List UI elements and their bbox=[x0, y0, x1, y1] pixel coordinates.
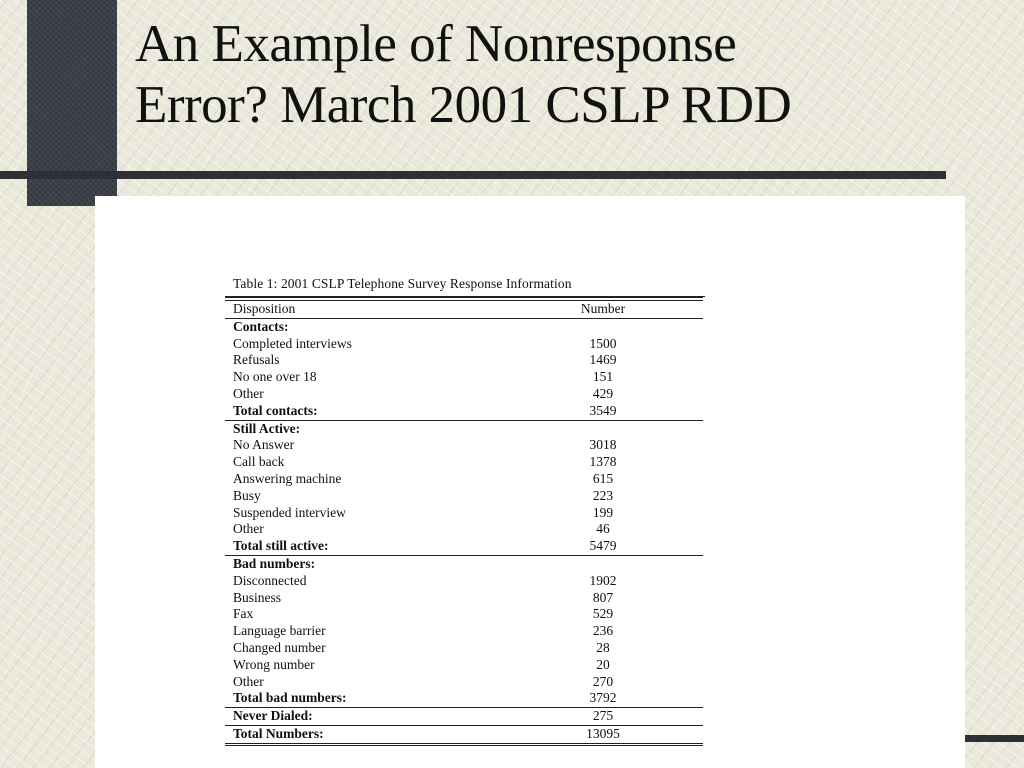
number-cell: 236 bbox=[592, 623, 614, 639]
disposition-cell: Language barrier bbox=[233, 623, 326, 639]
number-cell: 3792 bbox=[503, 690, 703, 707]
number-cell: 429 bbox=[592, 385, 614, 401]
table-body bbox=[225, 318, 703, 744]
number-cell: 529 bbox=[592, 606, 614, 622]
slide-title-line-2: Error? March 2001 CSLP RDD bbox=[135, 76, 792, 134]
table-row bbox=[225, 573, 703, 590]
table-caption: Table 1: 2001 CSLP Telephone Survey Response Information bbox=[233, 276, 572, 291]
number-cell: 199 bbox=[592, 504, 614, 520]
total-row bbox=[225, 708, 703, 726]
footer-accent-rule bbox=[965, 735, 1024, 742]
disposition-cell: Total Numbers: bbox=[225, 725, 503, 744]
disposition-cell: Business bbox=[233, 589, 282, 605]
disposition-cell: No Answer bbox=[233, 437, 295, 453]
table-row bbox=[225, 454, 703, 471]
disposition-cell: Total contacts: bbox=[225, 403, 503, 420]
disposition-cell: Refusals bbox=[233, 352, 280, 368]
disposition-table bbox=[225, 300, 703, 746]
disposition-cell: Wrong number bbox=[233, 656, 315, 672]
disposition-cell: Fax bbox=[233, 606, 254, 622]
disposition-cell: Call back bbox=[233, 454, 285, 470]
disposition-cell: Busy bbox=[233, 487, 261, 503]
table-row bbox=[225, 352, 703, 369]
table-header-row bbox=[225, 301, 703, 319]
table-row bbox=[225, 369, 703, 386]
disposition-cell: Suspended interview bbox=[233, 504, 346, 520]
table-row bbox=[225, 640, 703, 657]
disposition-cell: Never Dialed: bbox=[225, 708, 503, 726]
disposition-cell: Total bad numbers: bbox=[225, 690, 503, 707]
disposition-cell: Other bbox=[233, 385, 264, 401]
table-row bbox=[225, 606, 703, 623]
number-cell: 1378 bbox=[589, 454, 617, 470]
table-row bbox=[225, 623, 703, 640]
number-cell: 1902 bbox=[589, 572, 617, 588]
table-row bbox=[225, 437, 703, 454]
table-row bbox=[225, 336, 703, 353]
number-cell: 275 bbox=[503, 708, 703, 726]
table-row bbox=[225, 590, 703, 607]
header-disposition: Disposition bbox=[225, 301, 503, 319]
header-number: Number bbox=[503, 301, 703, 319]
table-row bbox=[225, 488, 703, 505]
number-cell bbox=[503, 555, 703, 572]
table-row bbox=[225, 674, 703, 691]
slide-title-line-1: An Example of Nonresponse bbox=[135, 15, 737, 73]
table-row bbox=[225, 386, 703, 403]
disposition-cell: Bad numbers: bbox=[233, 555, 316, 571]
disposition-cell: Total still active: bbox=[225, 538, 503, 555]
section-heading-row bbox=[225, 555, 703, 572]
table-image-panel bbox=[95, 196, 965, 768]
disposition-cell: Other bbox=[233, 521, 264, 537]
disposition-cell: Contacts: bbox=[233, 318, 289, 334]
number-cell: 3549 bbox=[503, 403, 703, 420]
number-cell: 151 bbox=[592, 369, 614, 385]
number-cell bbox=[503, 318, 703, 335]
number-cell: 46 bbox=[596, 521, 610, 537]
total-row bbox=[225, 725, 703, 744]
disposition-cell: Still Active: bbox=[233, 420, 301, 436]
total-row bbox=[225, 403, 703, 420]
disposition-cell: Other bbox=[233, 673, 264, 689]
disposition-cell: Completed interviews bbox=[233, 335, 352, 351]
number-cell: 5479 bbox=[503, 538, 703, 555]
number-cell: 223 bbox=[592, 487, 614, 503]
number-cell: 20 bbox=[596, 656, 610, 672]
disposition-cell: Answering machine bbox=[233, 470, 342, 486]
disposition-cell: Changed number bbox=[233, 639, 326, 655]
number-cell: 615 bbox=[592, 470, 614, 486]
disposition-cell: No one over 18 bbox=[233, 369, 317, 385]
table-row bbox=[225, 657, 703, 674]
disposition-cell: Disconnected bbox=[233, 572, 307, 588]
slide-title bbox=[135, 14, 975, 136]
number-cell: 13095 bbox=[503, 725, 703, 744]
total-row bbox=[225, 538, 703, 555]
number-cell: 3018 bbox=[589, 437, 617, 453]
table-row bbox=[225, 471, 703, 488]
number-cell: 1500 bbox=[589, 335, 617, 351]
section-heading-row bbox=[225, 420, 703, 437]
table-row bbox=[225, 505, 703, 522]
number-cell: 28 bbox=[596, 639, 610, 655]
section-heading-row bbox=[225, 318, 703, 335]
number-cell bbox=[503, 420, 703, 437]
title-underline-rule bbox=[0, 171, 946, 179]
number-cell: 1469 bbox=[589, 352, 617, 368]
disposition-table-container bbox=[225, 276, 705, 746]
total-row bbox=[225, 690, 703, 707]
number-cell: 807 bbox=[592, 589, 614, 605]
table-row bbox=[225, 521, 703, 538]
number-cell: 270 bbox=[592, 673, 614, 689]
